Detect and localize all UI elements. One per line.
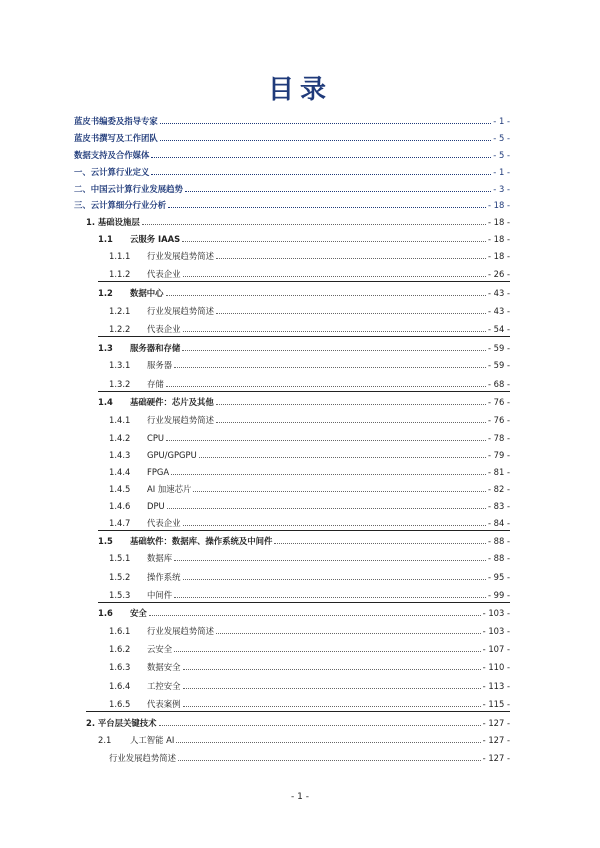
- toc-entry-page: - 99 -: [487, 590, 510, 600]
- toc-entry-1-1-1[interactable]: [109, 247, 510, 261]
- toc-entry-1-3-2[interactable]: [109, 375, 510, 389]
- toc-entry-page: - 18 -: [487, 234, 510, 244]
- toc-entry-label: GPU/GPGPU: [147, 450, 197, 460]
- toc-entry-1-5-1[interactable]: [109, 549, 510, 563]
- toc-entry-label: 代表企业: [147, 518, 181, 528]
- toc-entry-label: AI 加速芯片: [147, 484, 192, 494]
- toc-entry-1-3[interactable]: [98, 339, 510, 353]
- toc-leader-dots: [216, 403, 486, 405]
- toc-entry-page: - 79 -: [487, 450, 510, 460]
- toc-entry-label: 代表企业: [147, 324, 181, 334]
- toc-entry-2-1[interactable]: [98, 731, 510, 745]
- toc-entry-page: - 103 -: [482, 608, 510, 618]
- toc-entry-number: 1.4.2: [109, 433, 131, 443]
- toc-entry-page: - 18 -: [487, 217, 510, 227]
- toc-entry-page: - 59 -: [487, 360, 510, 370]
- toc-entry-1-6-5[interactable]: [109, 695, 510, 709]
- toc-entry-number: 1.6: [98, 608, 113, 618]
- toc-entry-1-4-1[interactable]: [109, 411, 510, 425]
- toc-entry-page: - 43 -: [487, 288, 510, 298]
- toc-entry-number: 1.2.1: [109, 306, 131, 316]
- toc-entry-label: 数据库: [147, 553, 173, 563]
- toc-leader-dots: [168, 206, 486, 208]
- toc-leader-dots: [171, 473, 486, 475]
- toc-entry-label: 工控安全: [147, 681, 181, 691]
- section-divider: [98, 336, 510, 337]
- toc-entry-page: - 81 -: [487, 467, 510, 477]
- toc-leader-dots: [216, 312, 486, 314]
- toc-leader-dots: [174, 559, 486, 561]
- toc-leader-dots: [216, 257, 486, 259]
- toc-entry-label: 数据支持及合作媒体: [74, 150, 150, 160]
- page-title: 目录: [267, 75, 332, 105]
- toc-entry-label: 存储: [147, 379, 164, 389]
- toc-leader-dots: [151, 156, 491, 158]
- toc-leader-dots: [166, 294, 486, 296]
- toc-entry-label: 行业发展趋势简述: [147, 626, 214, 636]
- toc-entry-page: - 78 -: [487, 433, 510, 443]
- toc-entry-page: - 88 -: [487, 536, 510, 546]
- toc-entry-page: - 110 -: [482, 662, 510, 672]
- toc-leader-dots: [183, 330, 486, 332]
- toc-entry-section-1[interactable]: [74, 163, 510, 177]
- toc-entry-1-6-2[interactable]: [109, 640, 510, 654]
- toc-leader-dots: [183, 524, 486, 526]
- toc-entry-1-6-1[interactable]: [109, 622, 510, 636]
- toc-entry-label: 操作系统: [147, 572, 181, 582]
- section-divider: [98, 530, 510, 531]
- toc-entry-number: 1.2.2: [109, 324, 131, 334]
- toc-leader-dots: [174, 650, 481, 652]
- toc-leader-dots: [142, 223, 486, 225]
- toc-entry-label: 三、云计算细分行业分析: [74, 200, 167, 210]
- toc-entry-number: 1.6.3: [109, 662, 131, 672]
- toc-entry-label: 代表案例: [147, 699, 181, 709]
- toc-entry-1-2-1[interactable]: [109, 302, 510, 316]
- toc-entry-1-4-7[interactable]: [109, 514, 510, 528]
- toc-leader-dots: [182, 240, 486, 242]
- toc-entry-label: 安全: [130, 608, 147, 618]
- toc-leader-dots: [183, 668, 481, 670]
- toc-entry-1-5-2[interactable]: [109, 568, 510, 582]
- toc-entry-1-4-3[interactable]: [109, 446, 510, 460]
- toc-entry-number: 1.4.6: [109, 501, 131, 511]
- toc-entry-page: - 83 -: [487, 501, 510, 511]
- toc-entry-page: - 54 -: [487, 324, 510, 334]
- toc-entry-page: - 5 -: [493, 133, 510, 143]
- toc-leader-dots: [166, 385, 486, 387]
- toc-entry-number: 1.6.4: [109, 681, 131, 691]
- toc-entry-label: 行业发展趋势简述: [147, 415, 214, 425]
- toc-leader-dots: [174, 596, 486, 598]
- toc-entry-label: FPGA: [147, 467, 170, 477]
- toc-entry-section-3[interactable]: [74, 196, 510, 210]
- toc-entry-number: 1.4: [98, 397, 113, 407]
- toc-entry-label: 服务器和存储: [130, 343, 181, 353]
- toc-entry-number: 1.6.1: [109, 626, 131, 636]
- toc-entry-number: 1.1.1: [109, 251, 131, 261]
- toc-entry-number: 1.4.3: [109, 450, 131, 460]
- toc-entry-page: - 1 -: [493, 116, 510, 126]
- toc-entry-label: 服务器: [147, 360, 173, 370]
- toc-entry-number: 1.6.5: [109, 699, 131, 709]
- toc-leader-dots: [166, 439, 486, 441]
- toc-entry-label: 1. 基础设施层: [86, 217, 140, 227]
- toc-entry-number: 1.4.5: [109, 484, 131, 494]
- toc-entry-label: 云服务 IAAS: [130, 234, 181, 244]
- toc-entry-1-6[interactable]: [98, 604, 510, 618]
- toc-entry-page: - 76 -: [487, 397, 510, 407]
- toc-entry-number: 1.3.1: [109, 360, 131, 370]
- toc-leader-dots: [193, 490, 486, 492]
- section-divider: [98, 391, 510, 392]
- toc-entry-number: 1.5.3: [109, 590, 131, 600]
- toc-entry-number: 1.5: [98, 536, 113, 546]
- toc-leader-dots: [216, 632, 481, 634]
- toc-entry-page: - 113 -: [482, 681, 510, 691]
- toc-entry-1-4-5[interactable]: [109, 480, 510, 494]
- toc-entry-label: 数据安全: [147, 662, 181, 672]
- toc-entry-page: - 82 -: [487, 484, 510, 494]
- toc-entry-page: - 127 -: [482, 753, 510, 763]
- toc-entry-1-4[interactable]: [98, 393, 510, 407]
- toc-entry-page: - 43 -: [487, 306, 510, 316]
- toc-entry-label: 数据中心: [130, 288, 164, 298]
- toc-entry-page: - 127 -: [482, 735, 510, 745]
- toc-leader-dots: [183, 578, 486, 580]
- toc-entry-platform-layer[interactable]: [86, 714, 510, 728]
- toc-leader-dots: [274, 542, 486, 544]
- toc-leader-dots: [176, 741, 480, 743]
- toc-entry-page: - 103 -: [482, 626, 510, 636]
- page-number: - 1 -: [291, 792, 309, 802]
- toc-leader-dots: [183, 687, 481, 689]
- toc-leader-dots: [160, 139, 492, 141]
- section-divider: [98, 602, 510, 603]
- toc-entry-1-5[interactable]: [98, 532, 510, 546]
- toc-entry-page: - 1 -: [493, 167, 510, 177]
- toc-entry-page: - 3 -: [493, 184, 510, 194]
- toc-entry-label: 中间件: [147, 590, 173, 600]
- toc-leader-dots: [199, 456, 486, 458]
- toc-leader-dots: [167, 507, 486, 509]
- toc-entry-1-6-3[interactable]: [109, 658, 510, 672]
- toc-entry-label: 二、中国云计算行业发展趋势: [74, 184, 183, 194]
- toc-entry-number: 1.4.4: [109, 467, 131, 477]
- toc-entry-number: 1.3: [98, 343, 113, 353]
- toc-entry-page: - 26 -: [487, 269, 510, 279]
- toc-leader-dots: [183, 705, 481, 707]
- toc-entry-label: 人工智能 AI: [130, 735, 175, 745]
- toc-entry-data-support[interactable]: [74, 146, 510, 160]
- toc-entry-number: 1.5.2: [109, 572, 131, 582]
- toc-entry-label: 蓝皮书编委及指导专家: [74, 116, 158, 126]
- toc-entry-number: 1.4.1: [109, 415, 131, 425]
- toc-entry-1-2-2[interactable]: [109, 320, 510, 334]
- toc-entry-1-2[interactable]: [98, 284, 510, 298]
- toc-entry-label: CPU: [147, 433, 165, 443]
- toc-entry-page: - 127 -: [482, 718, 510, 728]
- toc-entry-editorial-board[interactable]: [74, 112, 510, 126]
- toc-entry-number: 1.4.7: [109, 518, 131, 528]
- toc-entry-label: 行业发展趋势简述: [147, 306, 214, 316]
- toc-entry-section-2[interactable]: [74, 180, 510, 194]
- toc-entry-2-1-trend[interactable]: [109, 749, 510, 763]
- toc-entry-page: - 84 -: [487, 518, 510, 528]
- toc-entry-page: - 59 -: [487, 343, 510, 353]
- toc-leader-dots: [160, 122, 492, 124]
- toc-entry-number: 1.1.2: [109, 269, 131, 279]
- toc-entry-number: 1.2: [98, 288, 113, 298]
- toc-entry-1-5-3[interactable]: [109, 586, 510, 600]
- toc-entry-label: 蓝皮书撰写及工作团队: [74, 133, 158, 143]
- toc-entry-page: - 18 -: [487, 251, 510, 261]
- toc-entry-1-4-4[interactable]: [109, 463, 510, 477]
- toc-leader-dots: [159, 724, 481, 726]
- toc-leader-dots: [151, 173, 491, 175]
- toc-entry-number: 1.1: [98, 234, 113, 244]
- toc-entry-page: - 88 -: [487, 553, 510, 563]
- toc-entry-number: 2.1: [98, 735, 112, 745]
- toc-leader-dots: [216, 421, 486, 423]
- toc-entry-page: - 107 -: [482, 644, 510, 654]
- toc-entry-number: 1.6.2: [109, 644, 131, 654]
- toc-entry-label: 行业发展趋势简述: [147, 251, 214, 261]
- toc-entry-1-4-2[interactable]: [109, 429, 510, 443]
- toc-leader-dots: [174, 366, 486, 368]
- toc-entry-page: - 115 -: [482, 699, 510, 709]
- toc-entry-number: 1.3.2: [109, 379, 131, 389]
- toc-leader-dots: [185, 190, 491, 192]
- toc-leader-dots: [149, 614, 481, 616]
- toc-entry-label: 代表企业: [147, 269, 181, 279]
- toc-entry-label: 一、云计算行业定义: [74, 167, 150, 177]
- toc-entry-label: 云安全: [147, 644, 173, 654]
- toc-entry-label: 基础软件：数据库、操作系统及中间件: [130, 536, 273, 546]
- section-divider: [98, 281, 510, 282]
- toc-entry-page: - 76 -: [487, 415, 510, 425]
- toc-entry-page: - 18 -: [487, 200, 510, 210]
- toc-entry-infrastructure-layer[interactable]: [86, 213, 510, 227]
- toc-leader-dots: [178, 759, 481, 761]
- toc-entry-number: 1.5.1: [109, 553, 131, 563]
- toc-entry-page: - 5 -: [493, 150, 510, 160]
- section-divider: [86, 711, 510, 712]
- toc-entry-1-1-2[interactable]: [109, 265, 510, 279]
- toc-entry-label: DPU: [147, 501, 165, 511]
- toc-entry-1-6-4[interactable]: [109, 677, 510, 691]
- toc-entry-1-4-6[interactable]: [109, 497, 510, 511]
- toc-entry-label: 基础硬件：芯片及其他: [130, 397, 214, 407]
- toc-entry-label: 行业发展趋势简述: [109, 753, 176, 763]
- toc-entry-1-3-1[interactable]: [109, 356, 510, 370]
- toc-entry-page: - 68 -: [487, 379, 510, 389]
- toc-entry-label: 2. 平台层关键技术: [86, 718, 157, 728]
- toc-leader-dots: [182, 349, 486, 351]
- toc-entry-writing-team[interactable]: [74, 129, 510, 143]
- toc-entry-1-1[interactable]: [98, 230, 510, 244]
- toc-leader-dots: [183, 275, 486, 277]
- toc-entry-page: - 95 -: [487, 572, 510, 582]
